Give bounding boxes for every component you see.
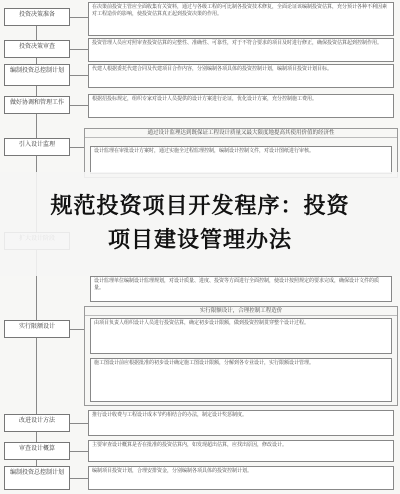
description-text: 推行设计收费与工程设计成本节约相结合的办法，制定设计奖惩制度。 xyxy=(92,412,248,418)
description-text: 在决策前投资主管应全面收集有关资料，通过与各级工程的可比制各投资技术修复，全面论证该编制投资估算，充分预计各种不利因素对工程造价的影响，使投资估算真正起到投资决策的作用。 xyxy=(92,4,388,17)
stage-design-supervision xyxy=(4,138,70,156)
stage-quota-design xyxy=(4,320,70,338)
connector xyxy=(70,17,88,18)
stage-label: 编制投资总控制计划 xyxy=(9,469,64,476)
description-box xyxy=(88,38,394,62)
stage-label: 实行限额设计 xyxy=(18,323,55,330)
lane-title: 通过设计监理达到既保证工程设计质量又最大限度地提高其使用价值的经济性 xyxy=(85,129,397,138)
stage-improve-design-method xyxy=(4,414,70,432)
stage-label: 投资决策审查 xyxy=(18,43,55,50)
stage-label: 改进设计方法 xyxy=(18,417,55,424)
description-box xyxy=(88,410,394,436)
description-box xyxy=(88,466,394,490)
stage-final-control-plan xyxy=(4,466,70,490)
connector xyxy=(70,49,88,50)
stage-coordination-management xyxy=(4,96,70,114)
description-box xyxy=(90,318,392,354)
description-box xyxy=(90,146,392,174)
headline-line-1: 规范投资项目开发程序：投资 xyxy=(50,194,350,219)
description-text: 编制项目投资计划，合理安排资金，分别编制各项具体的投资控制计划。 xyxy=(92,468,253,474)
description-text: 设计监理单位编制设计监理规划，对设计质量、进度、投资等方面进行全面控制，使设计按照规定的要求完成，确保设计文件的质量。 xyxy=(94,278,380,291)
connector xyxy=(70,105,88,106)
stage-label: 引入设计监理 xyxy=(18,141,55,148)
lane-title: 实行限额设计，合理控制工程造价 xyxy=(85,307,397,316)
description-text: 设计监理在审批设计方案时，通过实施全过程监理控制，编制设计控制文件，对设计图纸进行审核。 xyxy=(94,148,315,154)
description-text: 投资管理人员应对照审查投资估算的完整性、准确性、可靠性，对于不符合要求的项目及时进行修正，确保投资估算起到控制作用。 xyxy=(92,40,383,46)
stage-label: 投资决策准备 xyxy=(18,11,55,18)
description-text: 由项目负责人组织设计人员进行投资估算，确定初步设计限额，做到投资控制贯穿整个设计过程。 xyxy=(94,320,310,326)
stage-label: 审查设计概算 xyxy=(18,445,55,452)
stage-label: 编制投资总控制计划 xyxy=(9,67,64,74)
stage-label: 做好协调和管理工作 xyxy=(9,99,64,106)
stage-total-control-plan xyxy=(4,64,70,86)
description-box xyxy=(88,94,394,118)
connector xyxy=(70,329,84,330)
connector xyxy=(70,451,88,452)
connector xyxy=(70,478,88,479)
description-box xyxy=(90,276,392,302)
description-text: 根据招投标规定，组织专家对设计人员提供的设计方案进行论证，优化设计方案，充分控制施工费用。 xyxy=(92,96,318,102)
description-text: 主要审查设计概算是否在批准的投资估算内，如发现超出估算，应找出原因，修改设计。 xyxy=(92,442,288,448)
connector xyxy=(70,147,84,148)
description-box xyxy=(88,440,394,462)
stage-investment-preparation xyxy=(4,8,70,26)
stage-review-budget xyxy=(4,442,70,460)
headline-line-2: 项目建设管理办法 xyxy=(107,228,292,253)
description-text: 代建人根据委托代建合同及代建项目合作内容，分别编制各项具体的投资控制计划，编制项目投资计划目标。 xyxy=(92,66,333,72)
stage-investment-review xyxy=(4,40,70,58)
headline-banner xyxy=(0,172,400,276)
description-box xyxy=(90,358,392,402)
connector xyxy=(70,423,88,424)
description-box xyxy=(88,2,394,36)
description-text: 施工图设计前应根据批准的初步设计确定施工图设计限额，分解到各专业设计，实行限额设计管理。 xyxy=(94,360,315,366)
description-box xyxy=(88,64,394,88)
connector xyxy=(70,75,88,76)
